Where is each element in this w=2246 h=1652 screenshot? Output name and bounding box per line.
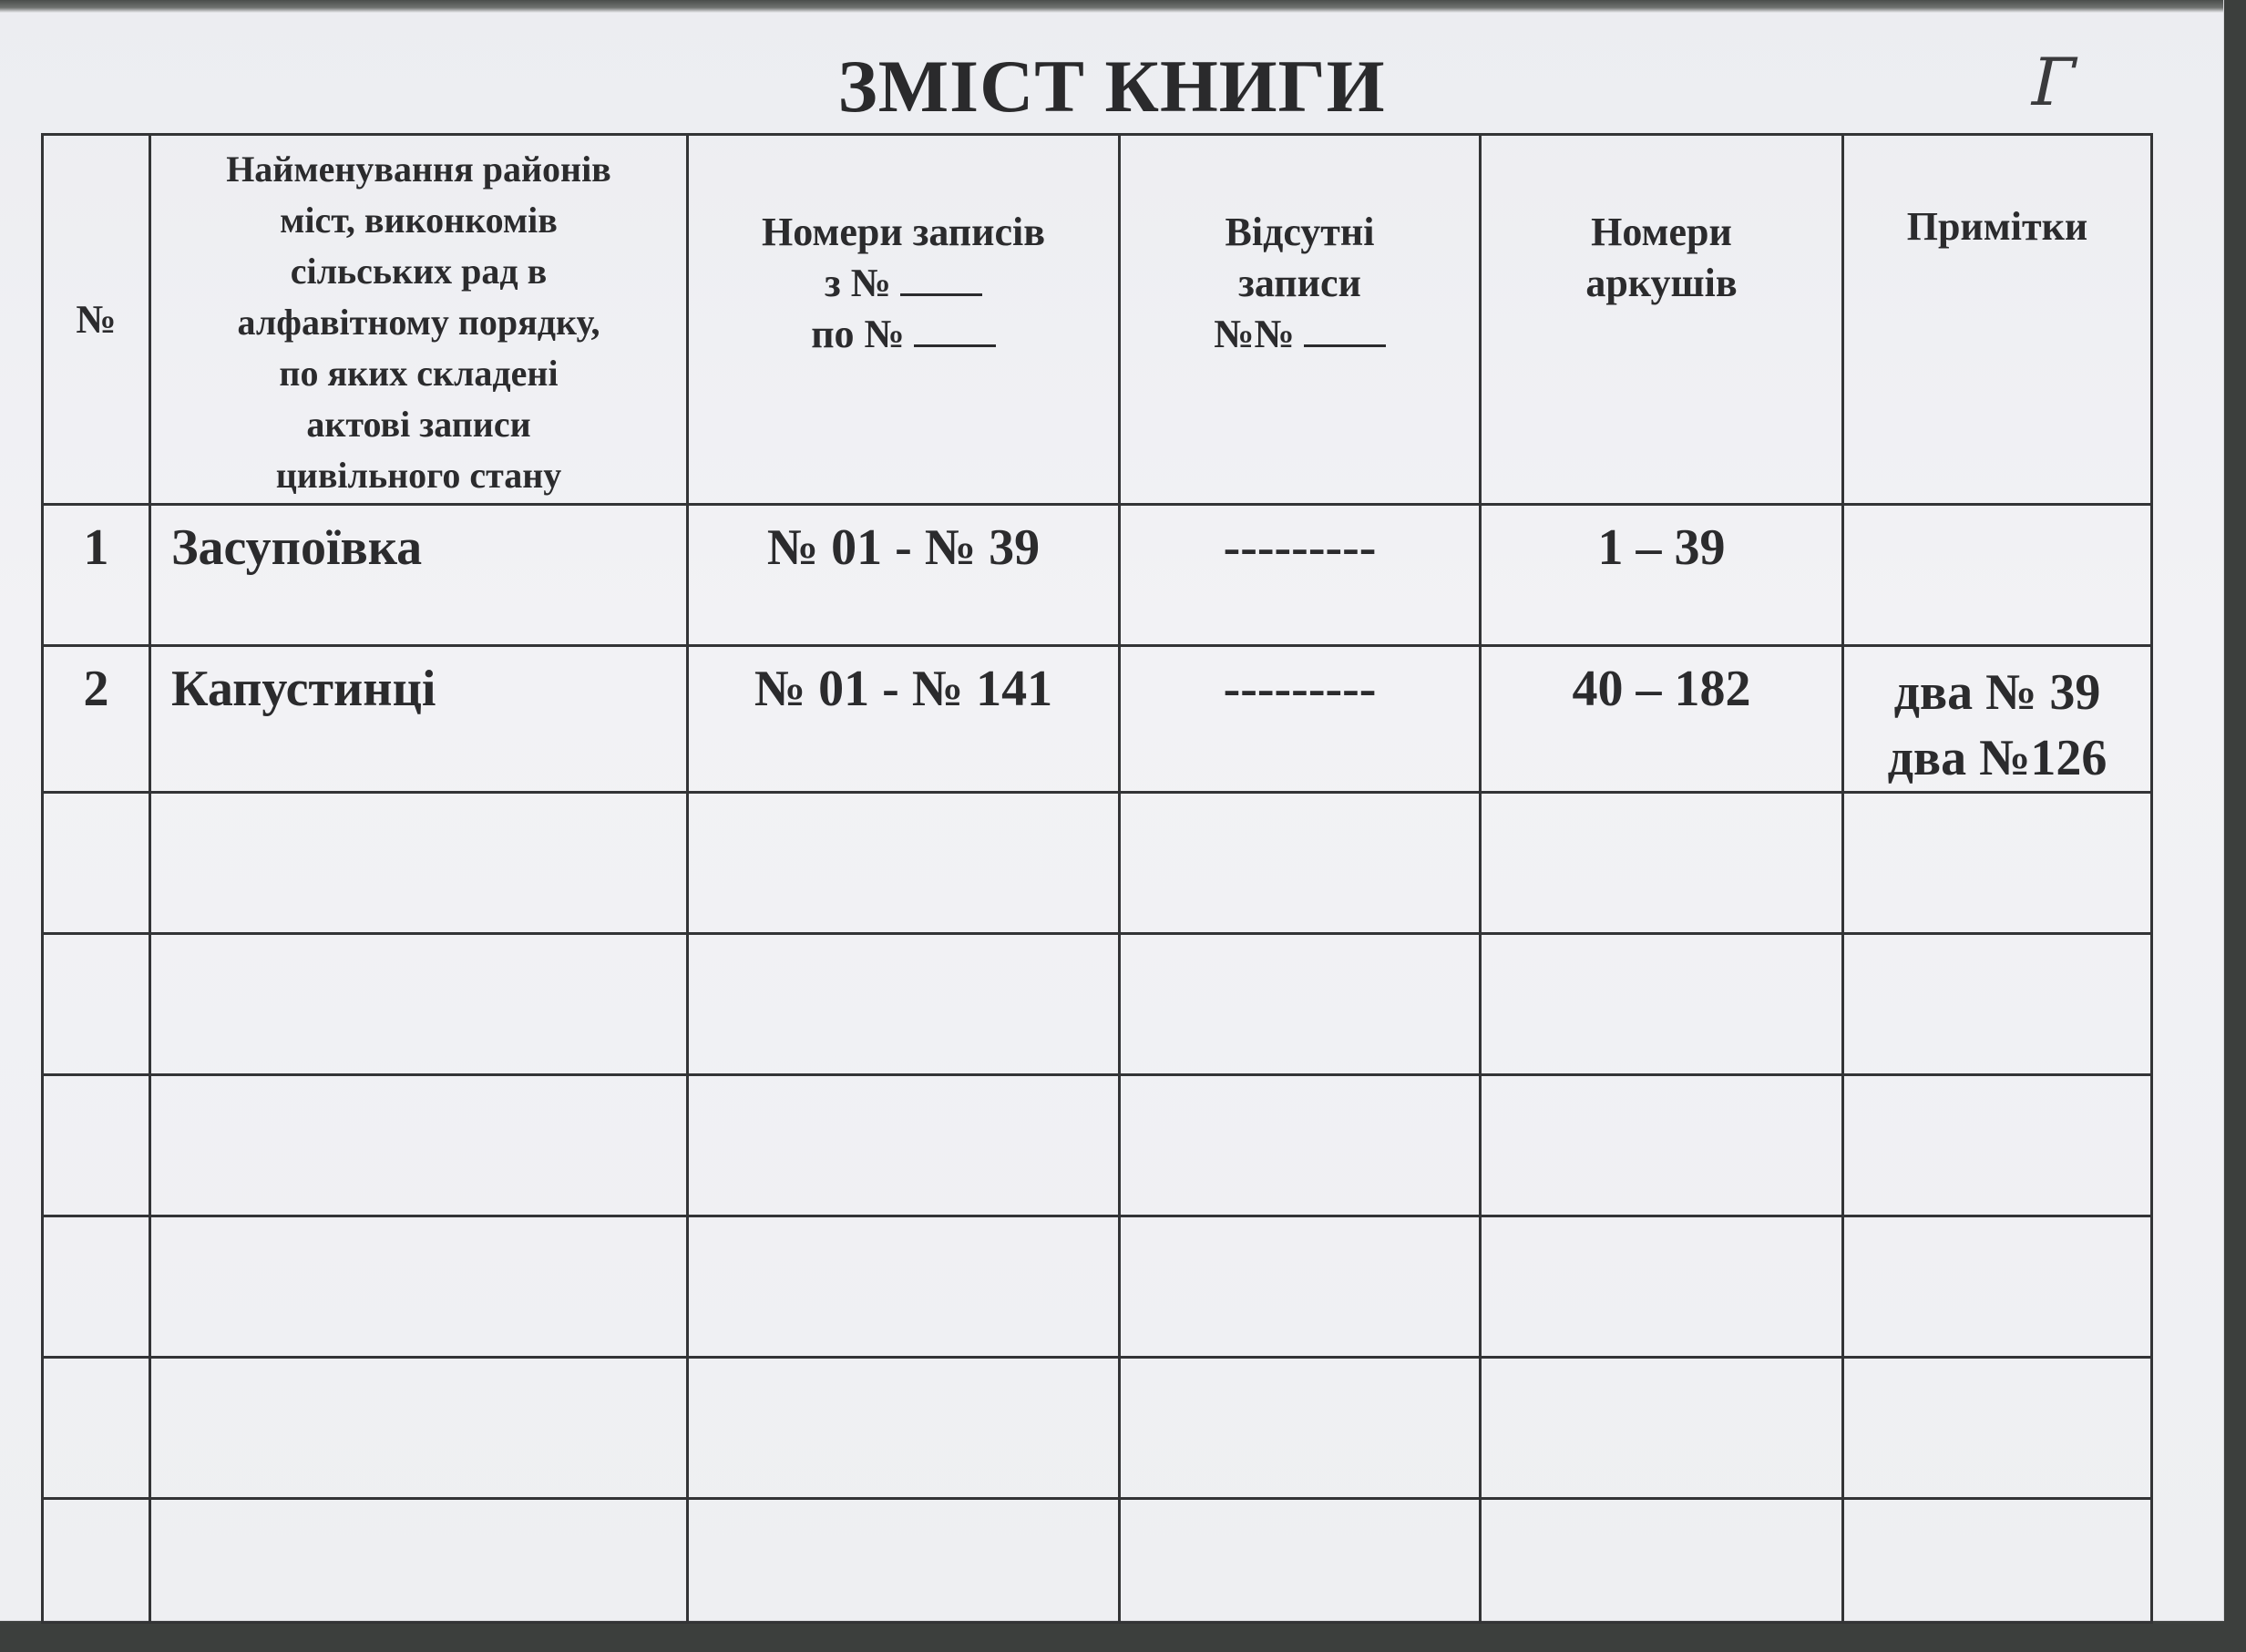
header-sheet-numbers: Номери аркушів [1481, 135, 1843, 505]
contents-table [41, 133, 2153, 1624]
table-row [43, 505, 2152, 646]
empty-table-row [43, 1075, 2152, 1216]
empty-table-row [43, 934, 2152, 1075]
header-number: № [43, 135, 150, 505]
cell-missing-records: --------- [1120, 505, 1481, 646]
cell-sheet-numbers: 40 – 182 [1481, 646, 1843, 793]
empty-table-row [43, 793, 2152, 934]
cell-missing-records: --------- [1120, 646, 1481, 793]
cell-notes [1843, 505, 2152, 646]
header-name: Найменування районів міст, виконкомів сільських рад в алфавітному порядку, по яких складені актові записи цивільного стану [150, 135, 688, 505]
empty-table-row [43, 1499, 2152, 1623]
header-notes: Примітки [1843, 135, 2152, 505]
empty-table-row [43, 1358, 2152, 1499]
cell-number: 2 [43, 646, 150, 793]
empty-table-row [43, 1216, 2152, 1358]
cell-number: 1 [43, 505, 150, 646]
cell-notes: два № 39 два №126 [1843, 646, 2152, 793]
cell-sheet-numbers: 1 – 39 [1481, 505, 1843, 646]
handwritten-page-mark: Г [2024, 44, 2084, 120]
table-header-row [43, 135, 2152, 505]
scan-top-edge [0, 0, 2223, 13]
page-title: ЗМІСТ КНИГИ [837, 45, 1386, 128]
table-row [43, 646, 2152, 793]
header-record-range: Номери записів з № по № [688, 135, 1120, 505]
cell-record-range: № 01 - № 39 [688, 505, 1120, 646]
header-missing-records: Відсутні записи №№ [1120, 135, 1481, 505]
cell-name: Засупоївка [150, 505, 688, 646]
cell-name: Капустинці [150, 646, 688, 793]
cell-record-range: № 01 - № 141 [688, 646, 1120, 793]
